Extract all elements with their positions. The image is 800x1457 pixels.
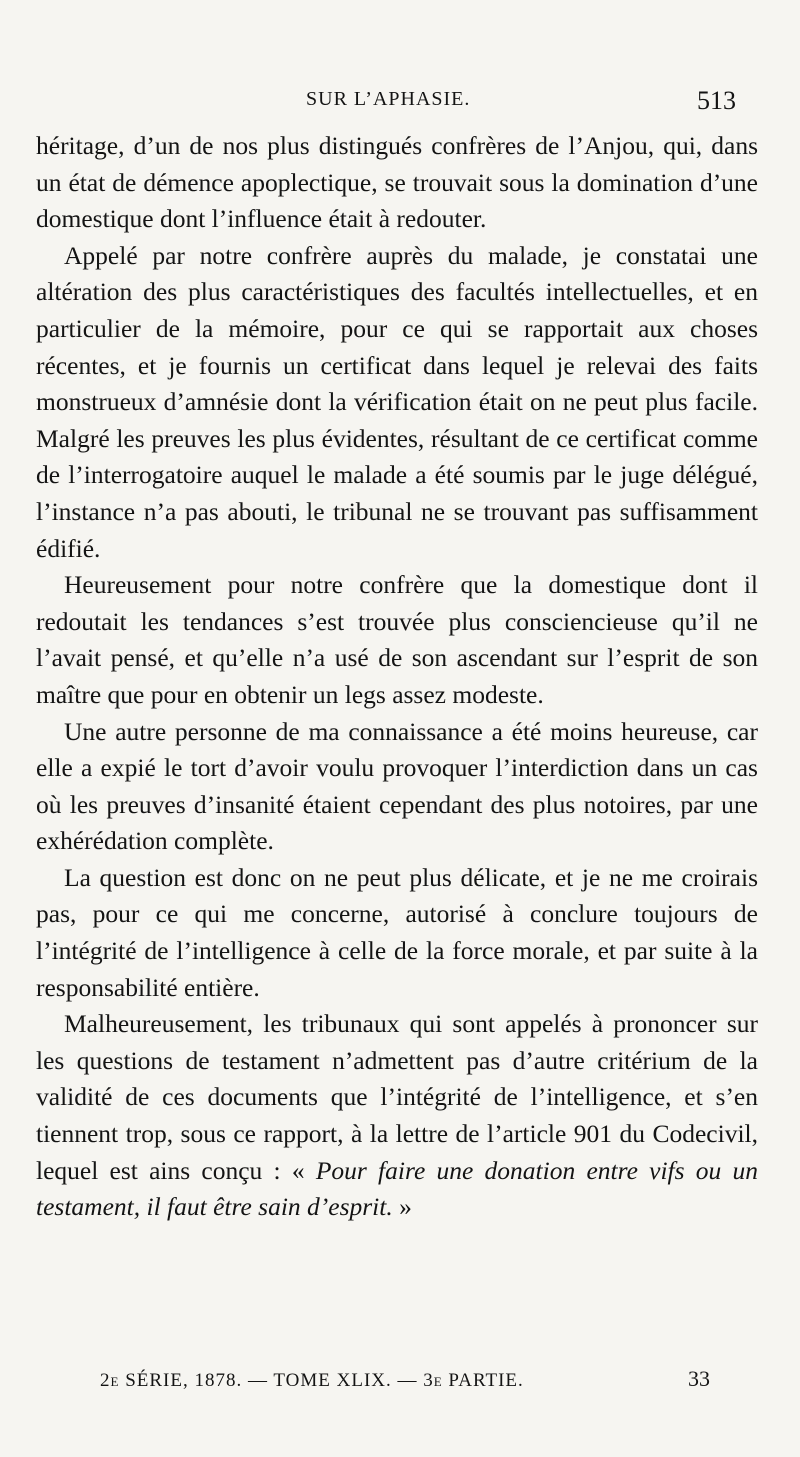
paragraph-2: Appelé par notre confrère auprès du malade, je constatai une altération des plus caractéristiques des facultés intellectuelles, et en particulier de la mémoire, pour ce qui se rapportait aux choses récentes, et je fournis un certificat dans lequel je relevai des faits monstrueux d’amnésie dont la vérification était on ne peut plus facile. Malgré les preuves les plus évidentes, résultant de ce certificat comme de l’interrogatoire auquel le malade a été soumis par le juge délégué, l’instance n’a pas abouti, le tribunal ne se trouvant pas suffisamment édifié. [36, 240, 758, 563]
quote-close: » [392, 1192, 412, 1222]
paragraph-6-text: Malheureusement, les tribunaux qui sont appelés à prononcer sur les questions de testament n’admettent pas d’autre critérium de la validité de ces documents que l’intégrité de l’intelligence, et s’en tiennent trop, sous ce rapport, à la lettre de l’article 901 du Codecivil, lequel est ains conçu : « [36, 1009, 758, 1185]
running-head [36, 88, 736, 128]
page-number: 513 [697, 86, 736, 115]
footer-series: 2e SÉRIE, 1878. — TOME XLIX. — 3e PARTIE. [100, 1370, 524, 1391]
paragraph-3: Heureusement pour notre confrère que la domestique dont il redoutait les tendances s’est trouvée plus consciencieuse qu’il ne l’avait pensé, et qu’elle n’a usé de son ascendant sur l’esprit de son maître que pour en obtenir un legs assez modeste. [36, 570, 758, 709]
page-footer [100, 1366, 710, 1400]
paragraph-4: Une autre personne de ma connaissance a été moins heureuse, car elle a expié le tort d’avoir voulu provoquer l’interdiction dans un cas où les preuves d’insanité étaient cependant des plus notoires, par une exhérédation complète. [36, 716, 758, 856]
civil-code-quote: Pour faire une donation entre vifs ou un testament, il faut être sain d’esprit. [36, 1155, 759, 1222]
signature-mark: 33 [688, 1366, 710, 1391]
body-text [36, 128, 758, 1226]
paragraph-6 [36, 1006, 758, 1226]
paragraph-5: La question est donc on ne peut plus délicate, et je ne me croirais pas, pour ce qui me concerne, autorisé à conclure toujours de l’intégrité de l’intelligence à celle de la force morale, et par suite à la responsabilité entière. [36, 862, 758, 1002]
paragraph-1: héritage, d’un de nos plus distingués confrères de l’Anjou, qui, dans un état de démence apoplectique, se trouvait sous la domination d’une domestique dont l’influence était à redouter. [36, 131, 758, 234]
running-title: SUR L’APHASIE. [306, 88, 471, 110]
